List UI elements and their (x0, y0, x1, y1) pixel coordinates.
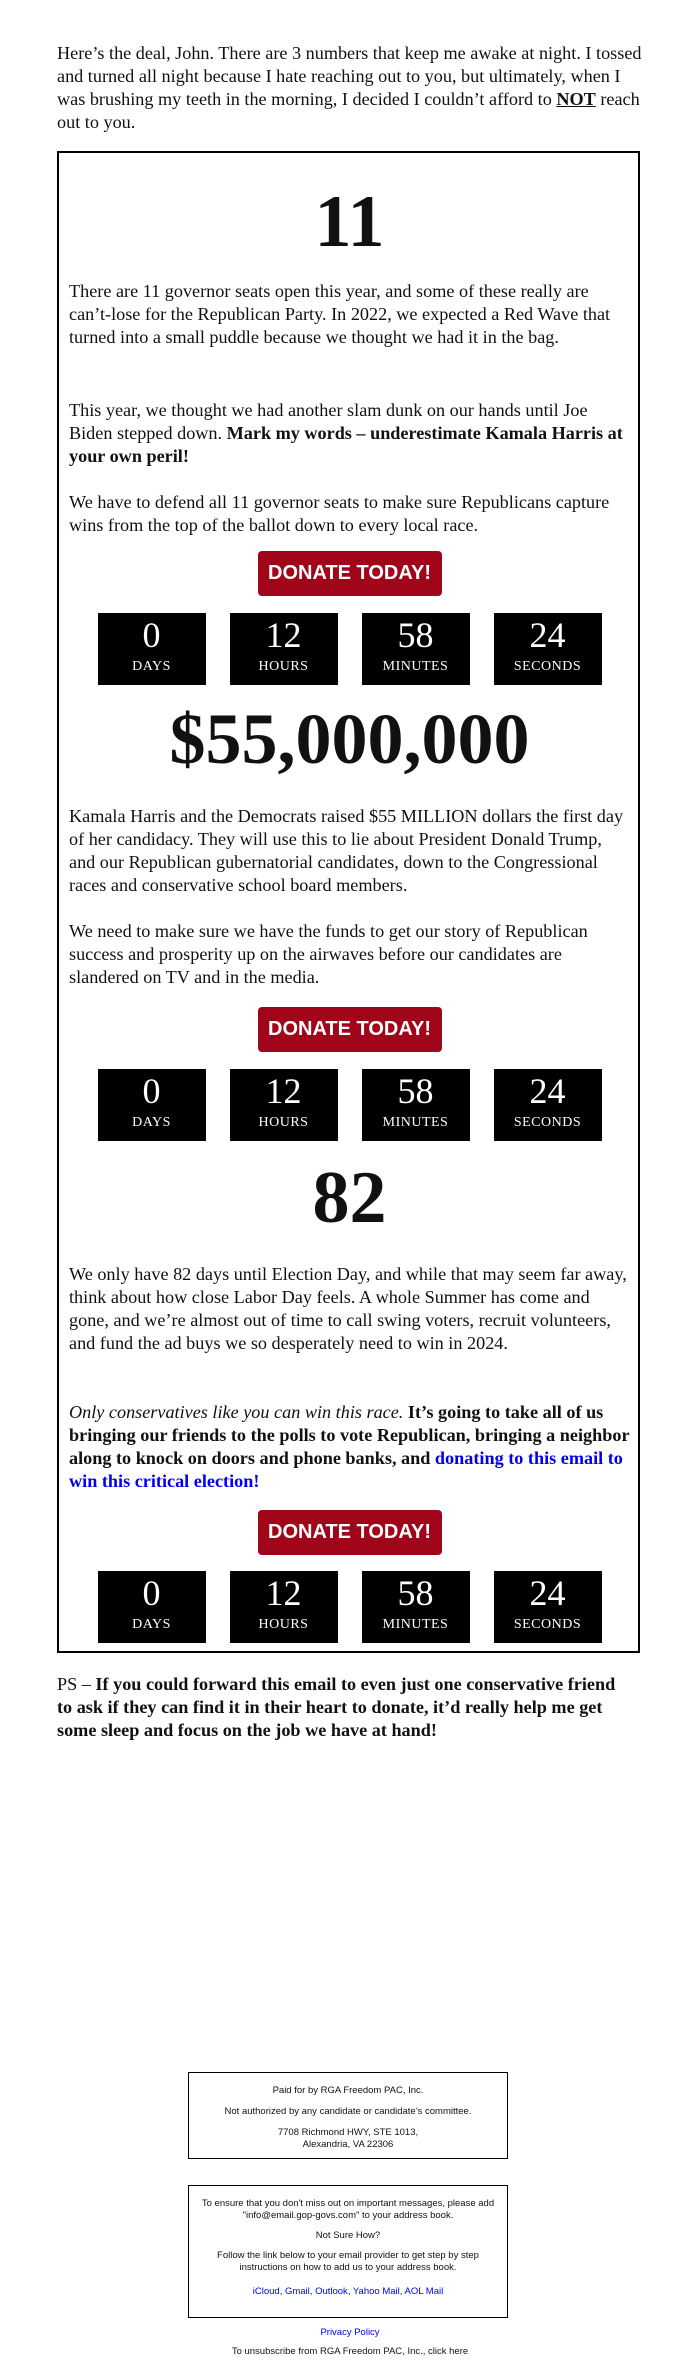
section-two-paragraph-1: Kamala Harris and the Democrats raised $55 MILLION dollars the first day of her candidacy. They will use this to lie about President Donald Trump, and our Republican gubernatorial candidates, down to the Congressional races and conservative school board members. (69, 806, 624, 895)
paid-for-text: Paid for by RGA Freedom PAC, Inc. (272, 2085, 424, 2096)
privacy-policy-link[interactable]: Privacy Policy (320, 2327, 380, 2338)
not-authorized-text: Not authorized by any candidate or candidate’s committee. (224, 2106, 472, 2117)
provider-link-outlook[interactable]: Outlook (315, 2286, 348, 2297)
section-one-paragraph-1: There are 11 governor seats open this year, and some of these really are can’t-lose for the Republican Party. In 2022, we expected a Red Wave that turned into a small puddle because we thought we had it in the bag. (69, 281, 611, 347)
countdown-timer (69, 1571, 630, 1643)
timer-hours: 12 HOURS (230, 613, 338, 685)
provider-link-yahoo[interactable]: Yahoo Mail (352, 2286, 400, 2297)
section-two-paragraph-2: We need to make sure we have the funds to get our story of Republican success and prosperity up on the airwaves before our candidates are slandered on TV and in the media. (69, 921, 588, 987)
ps-paragraph: PS – If you could forward this email to even just one conservative friend to ask if they can find it in their heart to donate, it’d really help me get some sleep and focus on the job we have at hand! (57, 1674, 616, 1740)
countdown-timer (69, 613, 630, 685)
donate-button[interactable]: DONATE TODAY! (258, 551, 442, 596)
timer-hours: 12 HOURS (230, 1069, 338, 1141)
donate-button[interactable]: DONATE TODAY! (258, 1510, 442, 1555)
not-emphasis: NOT (556, 89, 596, 109)
not-sure-text: Not Sure How? (315, 2230, 381, 2241)
timer-days: 0 DAYS (98, 613, 206, 685)
timer-minutes: 58 MINUTES (362, 613, 470, 685)
address-book-text: To ensure that you don't miss out on important messages, please add "info@email.gop-govs.com" to your address book. (201, 2198, 495, 2221)
provider-link-gmail[interactable]: Gmail (284, 2286, 310, 2297)
section-three-paragraph-1: We only have 82 days until Election Day, and while that may seem far away, think about how close Labor Day feels. A whole Summer has come and gone, and we’re almost out of time to call swing voters, recruit volunteers, and fund the ad buys we so desperately need to win in 2024. (69, 1264, 627, 1353)
timer-hours: 12 HOURS (230, 1571, 338, 1643)
donate-link[interactable]: donating to this email to win this critical election! (69, 1448, 623, 1491)
section-one-paragraph-2: This year, we thought we had another slam dunk on our hands until Joe Biden stepped down. Mark my words – underestimate Kamala Harris at your own peril! (69, 400, 623, 466)
intro-paragraph: Here’s the deal, John. There are 3 numbers that keep me awake at night. I tossed and turned all night because I hate reaching out to you, but ultimately, when I was brushing my teeth in the morning, I decided I couldn’t afford to NOT reach out to you. (57, 43, 642, 132)
follow-text: Follow the link below to your email provider to get step by step instructions on how to add us to your address book. (217, 2250, 479, 2273)
headline-number-11: 11 (314, 181, 385, 263)
donate-button[interactable]: DONATE TODAY! (258, 1007, 442, 1052)
provider-links: iCloud, Gmail, Outlook, Yahoo Mail, AOL Mail (252, 2286, 444, 2297)
unsubscribe-text[interactable]: To unsubscribe from RGA Freedom PAC, Inc., click here (231, 2346, 469, 2357)
section-one-paragraph-3: We have to defend all 11 governor seats to make sure Republicans capture wins from the top of the ballot down to every local race. (69, 492, 610, 535)
provider-link-aol[interactable]: AOL Mail (404, 2286, 444, 2297)
address-line-2: Alexandria, VA 22306 (302, 2139, 394, 2150)
disclaimer-box (188, 2072, 508, 2159)
headline-number-55-million: $55,000,000 (169, 699, 530, 779)
address-book-box (188, 2185, 508, 2318)
timer-seconds: 24 SECONDS (494, 613, 602, 685)
countdown-timer (69, 1069, 630, 1141)
timer-days: 0 DAYS (98, 1069, 206, 1141)
timer-minutes: 58 MINUTES (362, 1069, 470, 1141)
section-three-paragraph-2: Only conservatives like you can win this race. It’s going to take all of us bringing our friends to the polls to vote Republican, bringing a neighbor along to knock on doors and phone banks, and donating to this email to win this critical election! (69, 1402, 630, 1491)
timer-minutes: 58 MINUTES (362, 1571, 470, 1643)
timer-seconds: 24 SECONDS (494, 1571, 602, 1643)
provider-link-icloud[interactable]: iCloud (252, 2286, 280, 2297)
content-box (57, 151, 640, 1653)
headline-number-82: 82 (312, 1157, 387, 1239)
address-line-1: 7708 Richmond HWY, STE 1013, (277, 2127, 419, 2138)
timer-seconds: 24 SECONDS (494, 1069, 602, 1141)
timer-days: 0 DAYS (98, 1571, 206, 1643)
